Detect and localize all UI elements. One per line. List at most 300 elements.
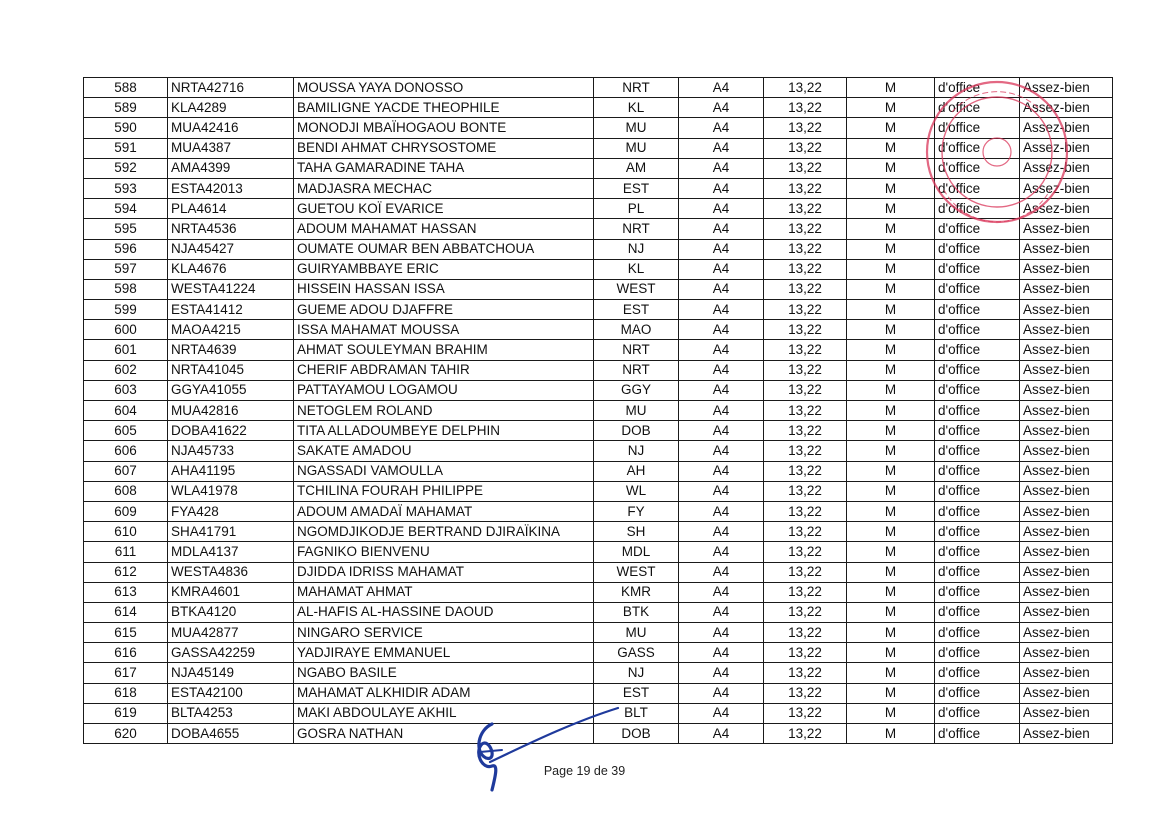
table-row <box>84 279 1113 299</box>
cell-code: GGYA41055 <box>168 380 294 400</box>
cell-series: A4 <box>679 219 764 239</box>
cell-admission: d'office <box>935 481 1020 501</box>
cell-region: KL <box>594 259 679 279</box>
cell-region: DOB <box>594 421 679 441</box>
cell-sex: M <box>847 602 935 622</box>
cell-mention: Assez-bien <box>1020 178 1113 198</box>
cell-average: 13,22 <box>764 582 847 602</box>
cell-num: 608 <box>84 481 168 501</box>
cell-num: 595 <box>84 219 168 239</box>
cell-mention: Assez-bien <box>1020 219 1113 239</box>
cell-mention: Assez-bien <box>1020 623 1113 643</box>
table-row <box>84 178 1113 198</box>
cell-name: OUMATE OUMAR BEN ABBATCHOUA <box>294 239 594 259</box>
cell-region: KL <box>594 98 679 118</box>
cell-average: 13,22 <box>764 401 847 421</box>
cell-name: TAHA GAMARADINE TAHA <box>294 158 594 178</box>
cell-num: 594 <box>84 199 168 219</box>
cell-num: 593 <box>84 178 168 198</box>
cell-name: BENDI AHMAT CHRYSOSTOME <box>294 138 594 158</box>
cell-region: NRT <box>594 360 679 380</box>
cell-admission: d'office <box>935 623 1020 643</box>
cell-average: 13,22 <box>764 219 847 239</box>
cell-mention: Assez-bien <box>1020 380 1113 400</box>
cell-mention: Assez-bien <box>1020 602 1113 622</box>
cell-series: A4 <box>679 360 764 380</box>
cell-region: NJ <box>594 441 679 461</box>
cell-code: MDLA4137 <box>168 542 294 562</box>
cell-code: PLA4614 <box>168 199 294 219</box>
cell-average: 13,22 <box>764 360 847 380</box>
table-row <box>84 522 1113 542</box>
cell-average: 13,22 <box>764 98 847 118</box>
cell-admission: d'office <box>935 279 1020 299</box>
cell-num: 606 <box>84 441 168 461</box>
cell-num: 620 <box>84 724 168 744</box>
cell-series: A4 <box>679 643 764 663</box>
cell-region: MAO <box>594 320 679 340</box>
cell-num: 602 <box>84 360 168 380</box>
cell-sex: M <box>847 421 935 441</box>
cell-region: KMR <box>594 582 679 602</box>
table-row <box>84 118 1113 138</box>
cell-region: BTK <box>594 602 679 622</box>
cell-sex: M <box>847 663 935 683</box>
cell-sex: M <box>847 178 935 198</box>
cell-mention: Assez-bien <box>1020 118 1113 138</box>
results-table <box>83 77 1113 744</box>
cell-num: 611 <box>84 542 168 562</box>
cell-series: A4 <box>679 158 764 178</box>
cell-average: 13,22 <box>764 320 847 340</box>
cell-code: FYA428 <box>168 501 294 521</box>
cell-admission: d'office <box>935 401 1020 421</box>
cell-num: 603 <box>84 380 168 400</box>
table-row <box>84 138 1113 158</box>
cell-admission: d'office <box>935 360 1020 380</box>
cell-average: 13,22 <box>764 481 847 501</box>
cell-num: 588 <box>84 78 168 98</box>
cell-series: A4 <box>679 380 764 400</box>
cell-average: 13,22 <box>764 724 847 744</box>
cell-sex: M <box>847 138 935 158</box>
cell-sex: M <box>847 703 935 723</box>
cell-num: 607 <box>84 461 168 481</box>
cell-average: 13,22 <box>764 703 847 723</box>
cell-num: 613 <box>84 582 168 602</box>
cell-name: NGABO BASILE <box>294 663 594 683</box>
cell-average: 13,22 <box>764 501 847 521</box>
cell-region: NJ <box>594 239 679 259</box>
cell-region: MU <box>594 623 679 643</box>
cell-name: GUETOU KOÏ EVARICE <box>294 199 594 219</box>
cell-name: BAMILIGNE YACDE THEOPHILE <box>294 98 594 118</box>
cell-admission: d'office <box>935 703 1020 723</box>
cell-num: 590 <box>84 118 168 138</box>
cell-average: 13,22 <box>764 138 847 158</box>
cell-series: A4 <box>679 562 764 582</box>
cell-average: 13,22 <box>764 683 847 703</box>
cell-name: MOUSSA YAYA DONOSSO <box>294 78 594 98</box>
table-row <box>84 481 1113 501</box>
cell-admission: d'office <box>935 138 1020 158</box>
cell-code: NJA45149 <box>168 663 294 683</box>
cell-average: 13,22 <box>764 259 847 279</box>
cell-admission: d'office <box>935 501 1020 521</box>
cell-admission: d'office <box>935 118 1020 138</box>
cell-series: A4 <box>679 683 764 703</box>
cell-series: A4 <box>679 623 764 643</box>
cell-average: 13,22 <box>764 602 847 622</box>
table-row <box>84 380 1113 400</box>
cell-num: 614 <box>84 602 168 622</box>
cell-mention: Assez-bien <box>1020 522 1113 542</box>
cell-admission: d'office <box>935 683 1020 703</box>
cell-num: 617 <box>84 663 168 683</box>
cell-name: TITA ALLADOUMBEYE DELPHIN <box>294 421 594 441</box>
cell-average: 13,22 <box>764 562 847 582</box>
cell-code: DOBA41622 <box>168 421 294 441</box>
cell-average: 13,22 <box>764 340 847 360</box>
cell-region: GASS <box>594 643 679 663</box>
cell-region: MU <box>594 138 679 158</box>
cell-series: A4 <box>679 178 764 198</box>
cell-mention: Assez-bien <box>1020 481 1113 501</box>
cell-sex: M <box>847 118 935 138</box>
cell-mention: Assez-bien <box>1020 643 1113 663</box>
cell-name: GOSRA NATHAN <box>294 724 594 744</box>
cell-sex: M <box>847 340 935 360</box>
cell-num: 610 <box>84 522 168 542</box>
cell-region: FY <box>594 501 679 521</box>
cell-mention: Assez-bien <box>1020 582 1113 602</box>
cell-code: WESTA4836 <box>168 562 294 582</box>
cell-mention: Assez-bien <box>1020 461 1113 481</box>
cell-region: MDL <box>594 542 679 562</box>
table-row <box>84 158 1113 178</box>
cell-series: A4 <box>679 138 764 158</box>
cell-sex: M <box>847 239 935 259</box>
cell-series: A4 <box>679 522 764 542</box>
cell-name: GUIRYAMBBAYE ERIC <box>294 259 594 279</box>
cell-num: 599 <box>84 300 168 320</box>
cell-average: 13,22 <box>764 421 847 441</box>
cell-name: GUEME ADOU DJAFFRE <box>294 300 594 320</box>
cell-code: NRTA4536 <box>168 219 294 239</box>
cell-region: EST <box>594 300 679 320</box>
cell-sex: M <box>847 199 935 219</box>
cell-region: PL <box>594 199 679 219</box>
table-row <box>84 461 1113 481</box>
cell-mention: Assez-bien <box>1020 703 1113 723</box>
cell-admission: d'office <box>935 441 1020 461</box>
table-row <box>84 239 1113 259</box>
cell-region: AH <box>594 461 679 481</box>
cell-mention: Assez-bien <box>1020 501 1113 521</box>
cell-num: 604 <box>84 401 168 421</box>
cell-name: AHMAT SOULEYMAN BRAHIM <box>294 340 594 360</box>
cell-series: A4 <box>679 461 764 481</box>
cell-mention: Assez-bien <box>1020 199 1113 219</box>
cell-num: 609 <box>84 501 168 521</box>
table-row <box>84 401 1113 421</box>
cell-sex: M <box>847 279 935 299</box>
cell-code: AHA41195 <box>168 461 294 481</box>
cell-region: AM <box>594 158 679 178</box>
cell-code: MUA42416 <box>168 118 294 138</box>
cell-admission: d'office <box>935 78 1020 98</box>
cell-series: A4 <box>679 279 764 299</box>
table-row <box>84 663 1113 683</box>
cell-sex: M <box>847 461 935 481</box>
table-row <box>84 320 1113 340</box>
cell-series: A4 <box>679 663 764 683</box>
table-row <box>84 199 1113 219</box>
cell-series: A4 <box>679 320 764 340</box>
cell-code: BTKA4120 <box>168 602 294 622</box>
cell-average: 13,22 <box>764 542 847 562</box>
table-row <box>84 562 1113 582</box>
cell-name: CHERIF ABDRAMAN TAHIR <box>294 360 594 380</box>
cell-num: 589 <box>84 98 168 118</box>
cell-code: KLA4289 <box>168 98 294 118</box>
cell-num: 612 <box>84 562 168 582</box>
cell-average: 13,22 <box>764 78 847 98</box>
cell-sex: M <box>847 441 935 461</box>
cell-num: 605 <box>84 421 168 441</box>
cell-code: NRTA4639 <box>168 340 294 360</box>
cell-name: MAHAMAT AHMAT <box>294 582 594 602</box>
cell-series: A4 <box>679 501 764 521</box>
cell-code: KLA4676 <box>168 259 294 279</box>
cell-code: WLA41978 <box>168 481 294 501</box>
table-row <box>84 78 1113 98</box>
cell-series: A4 <box>679 441 764 461</box>
cell-name: NETOGLEM ROLAND <box>294 401 594 421</box>
cell-region: NRT <box>594 340 679 360</box>
cell-name: SAKATE AMADOU <box>294 441 594 461</box>
cell-name: YADJIRAYE EMMANUEL <box>294 643 594 663</box>
table-row <box>84 421 1113 441</box>
cell-mention: Assez-bien <box>1020 663 1113 683</box>
cell-sex: M <box>847 562 935 582</box>
table-row <box>84 219 1113 239</box>
cell-name: MAHAMAT ALKHIDIR ADAM <box>294 683 594 703</box>
cell-admission: d'office <box>935 98 1020 118</box>
cell-series: A4 <box>679 259 764 279</box>
cell-mention: Assez-bien <box>1020 320 1113 340</box>
cell-series: A4 <box>679 703 764 723</box>
cell-code: GASSA42259 <box>168 643 294 663</box>
cell-name: NGASSADI VAMOULLA <box>294 461 594 481</box>
table-row <box>84 98 1113 118</box>
cell-mention: Assez-bien <box>1020 239 1113 259</box>
cell-mention: Assez-bien <box>1020 421 1113 441</box>
cell-series: A4 <box>679 300 764 320</box>
cell-mention: Assez-bien <box>1020 724 1113 744</box>
cell-series: A4 <box>679 602 764 622</box>
cell-series: A4 <box>679 118 764 138</box>
cell-code: ESTA42100 <box>168 683 294 703</box>
cell-sex: M <box>847 582 935 602</box>
cell-name: FAGNIKO BIENVENU <box>294 542 594 562</box>
cell-code: DOBA4655 <box>168 724 294 744</box>
cell-region: SH <box>594 522 679 542</box>
cell-sex: M <box>847 643 935 663</box>
cell-average: 13,22 <box>764 178 847 198</box>
cell-mention: Assez-bien <box>1020 158 1113 178</box>
cell-code: NRTA41045 <box>168 360 294 380</box>
cell-region: GGY <box>594 380 679 400</box>
cell-admission: d'office <box>935 380 1020 400</box>
cell-admission: d'office <box>935 522 1020 542</box>
cell-average: 13,22 <box>764 663 847 683</box>
cell-region: WEST <box>594 279 679 299</box>
cell-region: BLT <box>594 703 679 723</box>
cell-admission: d'office <box>935 724 1020 744</box>
cell-name: MAKI ABDOULAYE AKHIL <box>294 703 594 723</box>
cell-sex: M <box>847 623 935 643</box>
cell-num: 601 <box>84 340 168 360</box>
cell-average: 13,22 <box>764 623 847 643</box>
cell-mention: Assez-bien <box>1020 562 1113 582</box>
table-row <box>84 300 1113 320</box>
cell-name: ADOUM MAHAMAT HASSAN <box>294 219 594 239</box>
cell-sex: M <box>847 683 935 703</box>
cell-admission: d'office <box>935 542 1020 562</box>
cell-series: A4 <box>679 340 764 360</box>
table-row <box>84 441 1113 461</box>
cell-num: 618 <box>84 683 168 703</box>
cell-code: ESTA41412 <box>168 300 294 320</box>
cell-sex: M <box>847 522 935 542</box>
cell-num: 596 <box>84 239 168 259</box>
cell-num: 615 <box>84 623 168 643</box>
cell-admission: d'office <box>935 259 1020 279</box>
cell-average: 13,22 <box>764 279 847 299</box>
table-row <box>84 360 1113 380</box>
cell-name: DJIDDA IDRISS MAHAMAT <box>294 562 594 582</box>
cell-mention: Assez-bien <box>1020 300 1113 320</box>
cell-sex: M <box>847 481 935 501</box>
cell-sex: M <box>847 219 935 239</box>
cell-code: KMRA4601 <box>168 582 294 602</box>
cell-name: ISSA MAHAMAT MOUSSA <box>294 320 594 340</box>
table-row <box>84 259 1113 279</box>
cell-name: MADJASRA MECHAC <box>294 178 594 198</box>
cell-sex: M <box>847 78 935 98</box>
cell-admission: d'office <box>935 320 1020 340</box>
table-row <box>84 683 1113 703</box>
table-row <box>84 582 1113 602</box>
cell-admission: d'office <box>935 199 1020 219</box>
cell-name: ADOUM AMADAÏ MAHAMAT <box>294 501 594 521</box>
cell-series: A4 <box>679 78 764 98</box>
table-row <box>84 340 1113 360</box>
cell-code: ESTA42013 <box>168 178 294 198</box>
cell-average: 13,22 <box>764 643 847 663</box>
cell-code: SHA41791 <box>168 522 294 542</box>
cell-region: DOB <box>594 724 679 744</box>
table-row <box>84 643 1113 663</box>
cell-series: A4 <box>679 239 764 259</box>
cell-sex: M <box>847 501 935 521</box>
cell-sex: M <box>847 542 935 562</box>
cell-series: A4 <box>679 542 764 562</box>
cell-code: NRTA42716 <box>168 78 294 98</box>
cell-series: A4 <box>679 724 764 744</box>
cell-mention: Assez-bien <box>1020 78 1113 98</box>
page-number: Page 19 de 39 <box>543 764 626 778</box>
cell-sex: M <box>847 401 935 421</box>
cell-average: 13,22 <box>764 461 847 481</box>
cell-num: 619 <box>84 703 168 723</box>
cell-region: WL <box>594 481 679 501</box>
cell-mention: Assez-bien <box>1020 138 1113 158</box>
cell-average: 13,22 <box>764 441 847 461</box>
cell-num: 592 <box>84 158 168 178</box>
cell-series: A4 <box>679 199 764 219</box>
cell-mention: Assez-bien <box>1020 542 1113 562</box>
cell-num: 616 <box>84 643 168 663</box>
cell-sex: M <box>847 724 935 744</box>
cell-name: MONODJI MBAÏHOGAOU BONTE <box>294 118 594 138</box>
cell-num: 600 <box>84 320 168 340</box>
cell-num: 591 <box>84 138 168 158</box>
cell-admission: d'office <box>935 178 1020 198</box>
cell-admission: d'office <box>935 300 1020 320</box>
cell-average: 13,22 <box>764 239 847 259</box>
table-row <box>84 542 1113 562</box>
cell-admission: d'office <box>935 663 1020 683</box>
cell-series: A4 <box>679 481 764 501</box>
cell-series: A4 <box>679 421 764 441</box>
cell-admission: d'office <box>935 643 1020 663</box>
cell-code: NJA45733 <box>168 441 294 461</box>
cell-admission: d'office <box>935 602 1020 622</box>
table-row <box>84 602 1113 622</box>
cell-name: AL-HAFIS AL-HASSINE DAOUD <box>294 602 594 622</box>
cell-region: NRT <box>594 78 679 98</box>
cell-region: NJ <box>594 663 679 683</box>
cell-admission: d'office <box>935 239 1020 259</box>
cell-admission: d'office <box>935 421 1020 441</box>
cell-region: MU <box>594 118 679 138</box>
cell-admission: d'office <box>935 582 1020 602</box>
cell-series: A4 <box>679 98 764 118</box>
cell-region: EST <box>594 178 679 198</box>
cell-mention: Assez-bien <box>1020 360 1113 380</box>
cell-name: PATTAYAMOU LOGAMOU <box>294 380 594 400</box>
table-row <box>84 501 1113 521</box>
table-row <box>84 724 1113 744</box>
cell-sex: M <box>847 320 935 340</box>
table-body <box>84 78 1113 744</box>
cell-name: TCHILINA FOURAH PHILIPPE <box>294 481 594 501</box>
cell-code: WESTA41224 <box>168 279 294 299</box>
cell-average: 13,22 <box>764 158 847 178</box>
cell-name: NGOMDJIKODJE BERTRAND DJIRAÏKINA <box>294 522 594 542</box>
table-row <box>84 623 1113 643</box>
cell-num: 598 <box>84 279 168 299</box>
cell-admission: d'office <box>935 219 1020 239</box>
cell-name: NINGARO SERVICE <box>294 623 594 643</box>
cell-sex: M <box>847 300 935 320</box>
cell-sex: M <box>847 98 935 118</box>
cell-region: MU <box>594 401 679 421</box>
cell-mention: Assez-bien <box>1020 441 1113 461</box>
cell-name: HISSEIN HASSAN ISSA <box>294 279 594 299</box>
